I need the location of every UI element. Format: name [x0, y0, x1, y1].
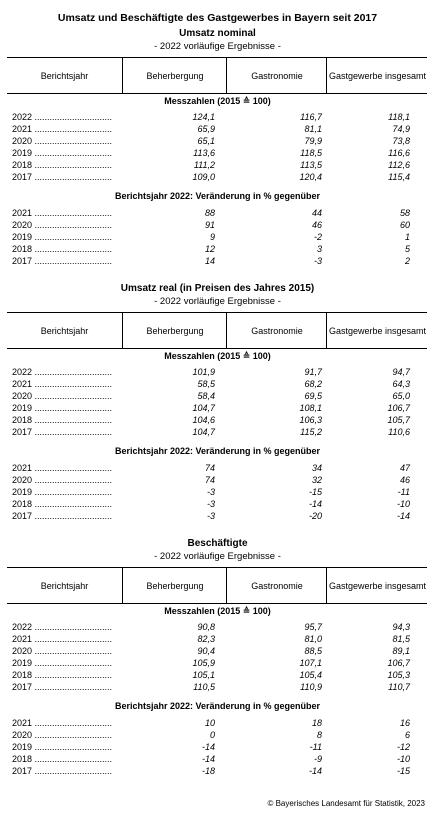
leader-dots: ...............................: [34, 646, 113, 656]
table-row: [0, 718, 435, 730]
leader-dots: ...............................: [34, 415, 113, 425]
gastgewerbe-value: 2: [404, 256, 410, 266]
gastgewerbe-value: 94,3: [392, 622, 410, 632]
beherbergung-value: 104,6: [192, 415, 215, 425]
year-value: 2017: [12, 511, 33, 521]
gastgewerbe-value: -15: [396, 766, 410, 776]
leader-dots: ...............................: [34, 112, 113, 122]
beherbergung-value: 101,9: [192, 367, 215, 377]
leader-dots: ...............................: [34, 742, 113, 752]
row-year: [12, 391, 117, 401]
year-value: 2017: [12, 682, 33, 692]
gastgewerbe-value: 115,4: [388, 172, 410, 182]
leader-dots: ...............................: [34, 754, 113, 764]
beherbergung-value: 10: [204, 718, 215, 728]
beherbergung-value: 14: [204, 256, 215, 266]
index-subheading: Messzahlen (2015 ≙ 100): [164, 351, 271, 361]
beherbergung-value: -3: [206, 511, 215, 521]
beherbergung-value: 90,4: [197, 646, 215, 656]
beherbergung-value: 111,2: [193, 160, 215, 170]
year-value: 2020: [12, 391, 33, 401]
gastronomie-value: 79,9: [304, 136, 322, 146]
gastronomie-value: -15: [308, 487, 322, 497]
gastgewerbe-value: 5: [404, 244, 410, 254]
gastronomie-value: 8: [316, 730, 322, 740]
column-header: Gastgewerbe insgesamt: [326, 313, 428, 348]
gastronomie-value: 81,0: [304, 634, 322, 644]
column-header: Beherbergung: [122, 568, 227, 603]
beherbergung-value: -18: [201, 766, 215, 776]
gastronomie-value: 118,5: [300, 148, 322, 158]
year-value: 2017: [12, 427, 33, 437]
table-row: [0, 670, 435, 682]
gastronomie-value: -9: [313, 754, 322, 764]
year-value: 2017: [12, 172, 33, 182]
table-row: [0, 622, 435, 634]
row-year: [12, 136, 117, 146]
row-year: [12, 499, 117, 509]
column-header: Gastronomie: [226, 313, 327, 348]
leader-dots: ...............................: [34, 682, 113, 692]
year-value: 2022: [12, 622, 33, 632]
leader-dots: ...............................: [34, 670, 113, 680]
row-year: [12, 511, 117, 521]
gastgewerbe-value: 73,8: [392, 136, 410, 146]
table-row: [0, 730, 435, 742]
leader-dots: ...............................: [34, 220, 113, 230]
gastgewerbe-value: 105,3: [387, 670, 410, 680]
gastgewerbe-value: 116,6: [388, 148, 410, 158]
gastronomie-value: 88,5: [304, 646, 322, 656]
gastronomie-value: 120,4: [299, 172, 322, 182]
table-row: [0, 427, 435, 439]
beherbergung-value: 65,1: [197, 136, 215, 146]
table-row: [0, 160, 435, 172]
table-row: [0, 124, 435, 136]
gastronomie-value: 95,7: [304, 622, 322, 632]
gastronomie-value: 68,2: [304, 379, 322, 389]
gastronomie-value: 106,3: [299, 415, 322, 425]
table-row: [0, 463, 435, 475]
leader-dots: ...............................: [34, 658, 113, 668]
gastgewerbe-value: 112,6: [388, 160, 410, 170]
beherbergung-value: -3: [206, 499, 215, 509]
leader-dots: ...............................: [34, 244, 113, 254]
gastronomie-value: 3: [316, 244, 322, 254]
table-row: [0, 415, 435, 427]
gastronomie-value: 113,5: [300, 160, 322, 170]
gastronomie-value: -14: [308, 499, 322, 509]
beherbergung-value: 113,6: [193, 148, 215, 158]
row-year: [12, 427, 117, 437]
row-year: [12, 682, 117, 692]
gastgewerbe-value: 118,1: [388, 112, 410, 122]
table-row: [0, 403, 435, 415]
leader-dots: ...............................: [34, 718, 113, 728]
column-header: Beherbergung: [122, 313, 227, 348]
table-row: [0, 172, 435, 184]
column-header: Gastronomie: [226, 58, 327, 93]
year-value: 2021: [12, 718, 33, 728]
row-year: [12, 220, 117, 230]
row-year: [12, 475, 117, 485]
leader-dots: ...............................: [34, 463, 113, 473]
gastronomie-value: 110,9: [300, 682, 322, 692]
gastgewerbe-value: -12: [396, 742, 410, 752]
year-value: 2018: [12, 244, 33, 254]
table-row: [0, 208, 435, 220]
leader-dots: ...............................: [34, 367, 113, 377]
gastronomie-value: 81,1: [304, 124, 322, 134]
table-header: [7, 57, 427, 94]
row-year: [12, 634, 117, 644]
gastgewerbe-value: 106,7: [387, 658, 410, 668]
beherbergung-value: 105,1: [192, 670, 215, 680]
beherbergung-value: 91: [204, 220, 215, 230]
row-year: [12, 754, 117, 764]
gastronomie-value: -11: [309, 742, 322, 752]
table-row: [0, 742, 435, 754]
table-row: [0, 379, 435, 391]
row-year: [12, 415, 117, 425]
year-value: 2019: [12, 232, 33, 242]
row-year: [12, 208, 117, 218]
leader-dots: ...............................: [34, 379, 113, 389]
gastronomie-value: 108,1: [299, 403, 322, 413]
row-year: [12, 148, 117, 158]
leader-dots: ...............................: [34, 634, 113, 644]
year-value: 2018: [12, 499, 33, 509]
table-row: [0, 634, 435, 646]
year-value: 2019: [12, 487, 33, 497]
leader-dots: ...............................: [34, 136, 113, 146]
table-header: [7, 312, 427, 349]
year-value: 2020: [12, 730, 33, 740]
change-subheading: Berichtsjahr 2022: Veränderung in % gegenüber: [114, 701, 321, 711]
leader-dots: ...............................: [34, 232, 113, 242]
table-row: [0, 646, 435, 658]
change-subheading: Berichtsjahr 2022: Veränderung in % gegenüber: [114, 191, 321, 201]
column-header: Gastronomie: [226, 568, 327, 603]
gastronomie-value: -20: [308, 511, 322, 521]
row-year: [12, 124, 117, 134]
year-value: 2020: [12, 220, 33, 230]
year-value: 2021: [12, 208, 33, 218]
year-value: 2022: [12, 367, 33, 377]
table-row: [0, 232, 435, 244]
beherbergung-value: -3: [206, 487, 215, 497]
beherbergung-value: 74: [204, 475, 215, 485]
section-subtitle: - 2022 vorläufige Ergebnisse -: [154, 296, 281, 307]
row-year: [12, 172, 117, 182]
gastgewerbe-value: 110,7: [388, 682, 410, 692]
table-row: [0, 220, 435, 232]
gastgewerbe-value: 110,6: [388, 427, 410, 437]
year-value: 2021: [12, 124, 33, 134]
table-header: [7, 567, 427, 604]
row-year: [12, 463, 117, 473]
section-subtitle: - 2022 vorläufige Ergebnisse -: [154, 41, 281, 52]
table-row: [0, 658, 435, 670]
year-value: 2021: [12, 379, 33, 389]
gastgewerbe-value: -14: [396, 511, 410, 521]
table-row: [0, 391, 435, 403]
beherbergung-value: 90,8: [197, 622, 215, 632]
gastgewerbe-value: 81,5: [392, 634, 410, 644]
row-year: [12, 232, 117, 242]
row-year: [12, 367, 117, 377]
leader-dots: ...............................: [34, 499, 113, 509]
gastronomie-value: 32: [311, 475, 322, 485]
leader-dots: ...............................: [34, 391, 113, 401]
gastgewerbe-value: 106,7: [387, 403, 410, 413]
beherbergung-value: 124,1: [192, 112, 215, 122]
row-year: [12, 766, 117, 776]
beherbergung-value: 104,7: [192, 427, 215, 437]
year-value: 2021: [12, 634, 33, 644]
row-year: [12, 112, 117, 122]
leader-dots: ...............................: [34, 208, 113, 218]
year-value: 2021: [12, 463, 33, 473]
table-row: [0, 367, 435, 379]
gastgewerbe-value: 64,3: [392, 379, 410, 389]
gastronomie-value: 34: [311, 463, 322, 473]
beherbergung-value: 58,5: [197, 379, 215, 389]
year-value: 2017: [12, 766, 33, 776]
table-row: [0, 136, 435, 148]
leader-dots: ...............................: [34, 160, 113, 170]
gastgewerbe-value: -10: [396, 754, 410, 764]
gastronomie-value: 18: [311, 718, 322, 728]
gastgewerbe-value: 1: [404, 232, 410, 242]
beherbergung-value: 104,7: [192, 403, 215, 413]
gastronomie-value: 115,2: [300, 427, 322, 437]
year-value: 2020: [12, 136, 33, 146]
leader-dots: ...............................: [34, 124, 113, 134]
gastronomie-value: 91,7: [304, 367, 322, 377]
gastronomie-value: 105,4: [299, 670, 322, 680]
row-year: [12, 244, 117, 254]
table-row: [0, 256, 435, 268]
index-subheading: Messzahlen (2015 ≙ 100): [164, 606, 271, 616]
leader-dots: ...............................: [34, 403, 113, 413]
gastronomie-value: 46: [311, 220, 322, 230]
row-year: [12, 256, 117, 266]
beherbergung-value: 12: [204, 244, 215, 254]
row-year: [12, 646, 117, 656]
beherbergung-value: 88: [204, 208, 215, 218]
beherbergung-value: 110,5: [193, 682, 215, 692]
row-year: [12, 730, 117, 740]
gastgewerbe-value: 65,0: [392, 391, 410, 401]
table-row: [0, 244, 435, 256]
leader-dots: ...............................: [34, 622, 113, 632]
column-header: Gastgewerbe insgesamt: [326, 568, 428, 603]
beherbergung-value: 65,9: [197, 124, 215, 134]
table-row: [0, 475, 435, 487]
year-value: 2018: [12, 670, 33, 680]
row-year: [12, 742, 117, 752]
table-row: [0, 766, 435, 778]
gastgewerbe-value: 60: [399, 220, 410, 230]
gastgewerbe-value: 47: [399, 463, 410, 473]
beherbergung-value: 82,3: [197, 634, 215, 644]
gastgewerbe-value: 6: [404, 730, 410, 740]
table-row: [0, 487, 435, 499]
leader-dots: ...............................: [34, 475, 113, 485]
gastgewerbe-value: -11: [397, 487, 410, 497]
gastronomie-value: 44: [311, 208, 322, 218]
leader-dots: ...............................: [34, 766, 113, 776]
gastgewerbe-value: 46: [399, 475, 410, 485]
change-subheading: Berichtsjahr 2022: Veränderung in % gegenüber: [114, 446, 321, 456]
beherbergung-value: 0: [209, 730, 215, 740]
column-header: Gastgewerbe insgesamt: [326, 58, 428, 93]
gastgewerbe-value: 94,7: [392, 367, 410, 377]
copyright-footer: © Bayerisches Landesamt für Statistik, 2023: [267, 799, 425, 808]
table-row: [0, 754, 435, 766]
year-value: 2018: [12, 415, 33, 425]
column-header: Beherbergung: [122, 58, 227, 93]
row-year: [12, 658, 117, 668]
row-year: [12, 622, 117, 632]
column-header: Berichtsjahr: [40, 325, 89, 336]
gastronomie-value: 107,1: [299, 658, 322, 668]
year-value: 2019: [12, 403, 33, 413]
table-row: [0, 499, 435, 511]
beherbergung-value: 9: [209, 232, 215, 242]
leader-dots: ...............................: [34, 487, 113, 497]
row-year: [12, 718, 117, 728]
column-header: Berichtsjahr: [40, 70, 89, 81]
row-year: [12, 670, 117, 680]
table-row: [0, 112, 435, 124]
table-row: [0, 148, 435, 160]
year-value: 2018: [12, 160, 33, 170]
year-value: 2019: [12, 742, 33, 752]
row-year: [12, 487, 117, 497]
leader-dots: ...............................: [34, 730, 113, 740]
beherbergung-value: -14: [201, 754, 215, 764]
gastronomie-value: -2: [313, 232, 322, 242]
year-value: 2019: [12, 658, 33, 668]
gastronomie-value: 69,5: [304, 391, 322, 401]
leader-dots: ...............................: [34, 511, 113, 521]
beherbergung-value: 58,4: [197, 391, 215, 401]
gastgewerbe-value: -10: [396, 499, 410, 509]
section-subtitle: - 2022 vorläufige Ergebnisse -: [154, 551, 281, 562]
table-row: [0, 511, 435, 523]
leader-dots: ...............................: [34, 427, 113, 437]
year-value: 2022: [12, 112, 33, 122]
gastgewerbe-value: 105,7: [387, 415, 410, 425]
gastgewerbe-value: 89,1: [392, 646, 410, 656]
beherbergung-value: -14: [201, 742, 215, 752]
beherbergung-value: 74: [204, 463, 215, 473]
gastgewerbe-value: 74,9: [392, 124, 410, 134]
section-title: Umsatz nominal: [179, 28, 256, 39]
row-year: [12, 403, 117, 413]
page-title: Umsatz und Beschäftigte des Gastgewerbes in Bayern seit 2017: [57, 12, 378, 24]
leader-dots: ...............................: [34, 256, 113, 266]
row-year: [12, 379, 117, 389]
year-value: 2020: [12, 646, 33, 656]
gastgewerbe-value: 58: [399, 208, 410, 218]
gastgewerbe-value: 16: [399, 718, 410, 728]
gastronomie-value: -14: [308, 766, 322, 776]
index-subheading: Messzahlen (2015 ≙ 100): [164, 96, 271, 106]
column-header: Berichtsjahr: [40, 580, 89, 591]
year-value: 2017: [12, 256, 33, 266]
table-row: [0, 682, 435, 694]
row-year: [12, 160, 117, 170]
leader-dots: ...............................: [34, 172, 113, 182]
section-title: Beschäftigte: [187, 538, 248, 549]
year-value: 2019: [12, 148, 33, 158]
leader-dots: ...............................: [34, 148, 113, 158]
section-title: Umsatz real (in Preisen des Jahres 2015): [120, 283, 315, 294]
year-value: 2020: [12, 475, 33, 485]
year-value: 2018: [12, 754, 33, 764]
gastronomie-value: 116,7: [300, 112, 322, 122]
beherbergung-value: 109,0: [192, 172, 215, 182]
gastronomie-value: -3: [313, 256, 322, 266]
beherbergung-value: 105,9: [192, 658, 215, 668]
